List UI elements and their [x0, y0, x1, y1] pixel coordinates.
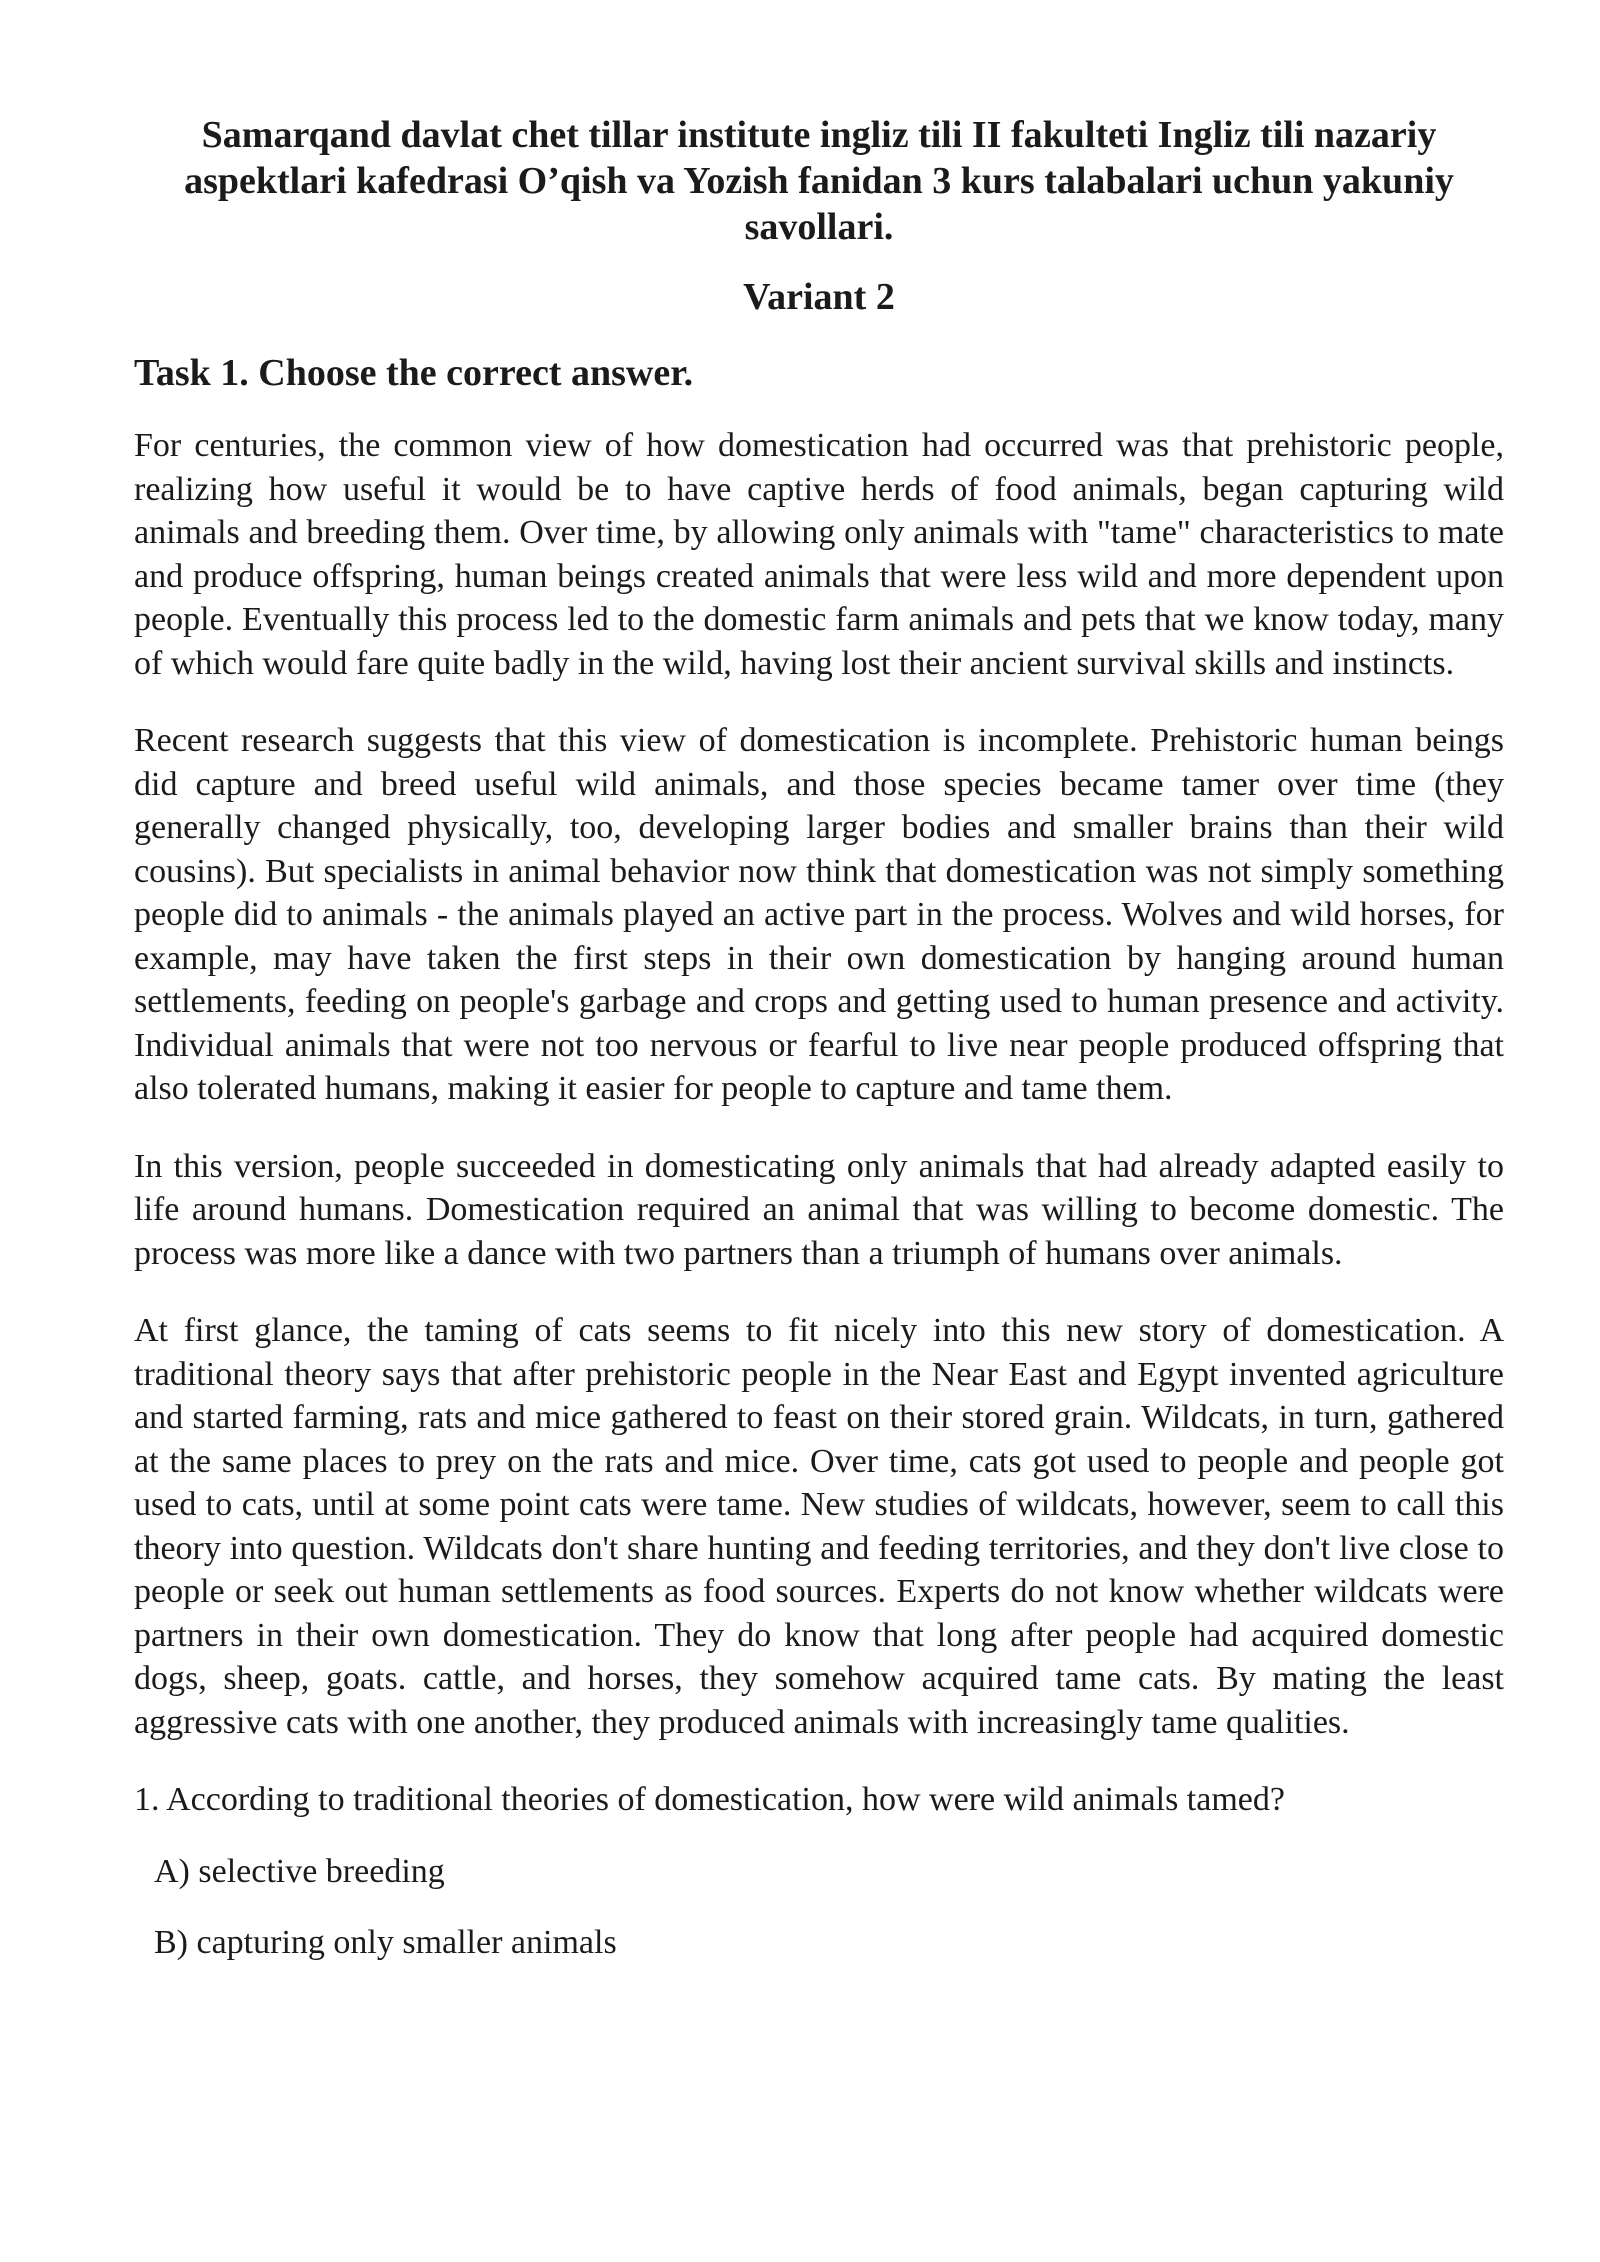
question-1: 1. According to traditional theories of domestication, how were wild animals tamed?	[134, 1781, 1285, 1818]
answer-option-b: B) capturing only smaller animals	[154, 1924, 617, 1961]
document-page	[134, 112, 1504, 1965]
reading-paragraph-4: At first glance, the taming of cats seems to fit nicely into this new story of domestication. A traditional theory says that after prehistoric people in the Near East and Egypt invented agriculture and started farming, rats and mice gathered to feast on their stored grain. Wildcats, in turn, gathered at the same places to prey on the rats and mice. Over time, cats got used to people and people got used to cats, until at some point cats were tame. New studies of wildcats, however, seem to call this theory into question. Wildcats don't share hunting and feeding territories, and they don't live close to people or seek out human settlements as food sources. Experts do not know whether wildcats were partners in their own domestication. They do know that long after people had acquired domestic dogs, sheep, goats. cattle, and horses, they somehow acquired tame cats. By mating the least aggressive cats with one another, they produced animals with increasingly tame qualities.	[134, 1312, 1504, 1741]
variant-heading: Variant 2	[743, 276, 895, 318]
answer-option-a: A) selective breeding	[154, 1852, 445, 1890]
document-title: Samarqand davlat chet tillar institute ingliz tili II fakulteti Ingliz tili nazariy aspektlari kafedrasi O’qish va Yozish fanidan 3 kurs talabalari uchun yakuniy savollari.	[184, 114, 1454, 248]
reading-paragraph-1: For centuries, the common view of how domestication had occurred was that prehistoric people, realizing how useful it would be to have captive herds of food animals, began capturing wild animals and breeding them. Over time, by allowing only animals with "tame" characteristics to mate and produce offspring, human beings created animals that were less wild and more dependent upon people. Eventually this process led to the domestic farm animals and pets that we know today, many of which would fare quite badly in the wild, having lost their ancient survival skills and instincts.	[134, 427, 1504, 682]
reading-paragraph-2: Recent research suggests that this view of domestication is incomplete. Prehistoric human beings did capture and breed useful wild animals, and those species became tamer over time (they generally changed physically, too, developing larger bodies and smaller brains than their wild cousins). But specialists in animal behavior now think that domestication was not simply something people did to animals - the animals played an active part in the process. Wolves and wild horses, for example, may have taken the first steps in their own domestication by hanging around human settlements, feeding on people's garbage and crops and getting used to human presence and activity. Individual animals that were not too nervous or fearful to live near people produced offspring that also tolerated humans, making it easier for people to capture and tame them.	[134, 722, 1504, 1107]
reading-paragraph-3: In this version, people succeeded in domesticating only animals that had already adapted easily to life around humans. Domestication required an animal that was willing to become domestic. The process was more like a dance with two partners than a triumph of humans over animals.	[134, 1147, 1504, 1272]
task-heading: Task 1. Choose the correct answer.	[134, 352, 694, 394]
